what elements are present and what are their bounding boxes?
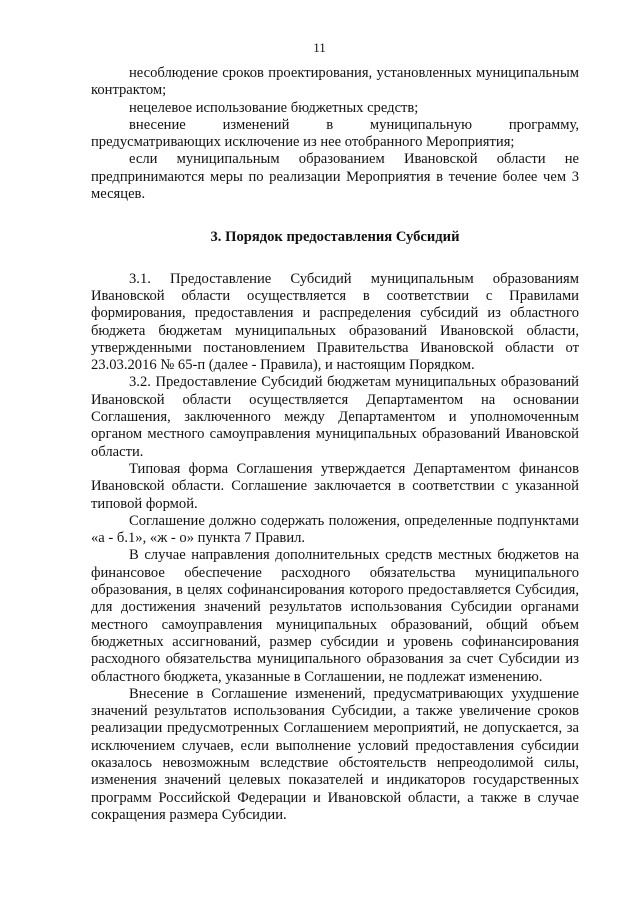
paragraph-standard-form: Типовая форма Соглашения утверждается Департаментом финансов Ивановской области. Соглашение заключается в соответствии с указанной типовой формой. xyxy=(91,460,579,512)
paragraph-additional-funds: В случае направления дополнительных средств местных бюджетов на финансовое обеспечение расходного обязательства муниципального образования, в целях софинансирования которого предоставляется Субсидия, для достижения значений результатов использования Субсидии органами местного самоуправления муниципальных образований, общий объем бюджетных ассигнований, размер субсидии и уровень софинансирования расходного обязательства муниципального образования за счет Субсидии из областного бюджета, указанные в Соглашении, не подлежат изменению. xyxy=(91,547,579,685)
paragraph-no-measures: если муниципальным образованием Ивановской области не предпринимаются меры по реализации Мероприятия в течение более чем 3 месяцев. xyxy=(91,151,579,203)
paragraph-agreement-content: Соглашение должно содержать положения, определенные подпунктами «а - б.1», «ж - о» пункта 7 Правил. xyxy=(91,512,579,547)
paragraph-3-1: 3.1. Предоставление Субсидий муниципальным образованиям Ивановской области осуществляется в соответствии с Правилами формирования, предоставления и распределения субсидий из областного бюджета бюджетам муниципальных образований Ивановской области, утвержденными постановлением Правительства Ивановской области от 23.03.2016 № 65-п (далее - Правила), и настоящим Порядком. xyxy=(91,270,579,374)
page-number: 11 xyxy=(313,40,326,55)
paragraph-agreement-changes: Внесение в Соглашение изменений, предусматривающих ухудшение значений результатов использования Субсидии, а также увеличение сроков реализации предусмотренных Соглашением мероприятий, не допускается, за исключением случаев, если выполнение условий предоставления субсидии оказалось невозможным вследствие обстоятельств непреодолимой силы, изменения значений целевых показателей и индикаторов государственных программ Российской Федерации и Ивановской области, а также в случае сокращения размера Субсидии. xyxy=(91,685,579,823)
section-heading: 3. Порядок предоставления Субсидий xyxy=(210,229,460,246)
paragraph-3-2: 3.2. Предоставление Субсидий бюджетам муниципальных образований Ивановской области осуществляется Департаментом на основании Соглашения, заключенного между Департаментом и уполномоченным органом местного самоуправления муниципальных образований Ивановской области. xyxy=(91,374,579,460)
paragraph-program-change: внесение изменений в муниципальную программу, предусматривающих исключение из нее отобранного Мероприятия; xyxy=(91,116,579,151)
document-body xyxy=(91,65,579,824)
paragraph-deadline-violation: несоблюдение сроков проектирования, установленных муниципальным контрактом; xyxy=(91,65,579,99)
paragraph-misuse-funds: нецелевое использование бюджетных средств; xyxy=(129,99,419,116)
